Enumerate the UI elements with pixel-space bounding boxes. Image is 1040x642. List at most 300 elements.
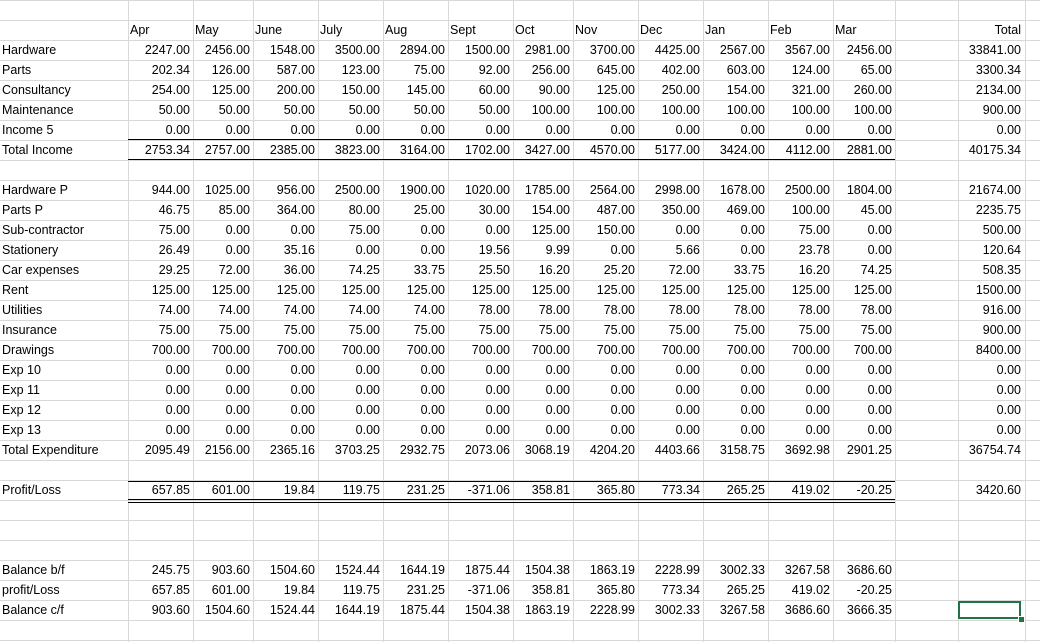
value-cell[interactable]: 700.00 (341, 343, 380, 357)
value-cell[interactable]: 903.60 (211, 563, 250, 577)
value-cell[interactable]: -20.25 (856, 583, 892, 597)
value-cell[interactable]: 3267.58 (784, 563, 830, 577)
month-header[interactable]: Sept (450, 23, 476, 37)
value-cell[interactable]: 0.00 (225, 123, 250, 137)
value-cell[interactable]: 2247.00 (144, 43, 190, 57)
total-cell[interactable]: 916.00 (982, 303, 1021, 317)
value-cell[interactable]: 74.25 (860, 263, 892, 277)
value-cell[interactable]: 33.75 (413, 263, 445, 277)
value-cell[interactable]: 202.34 (151, 63, 190, 77)
value-cell[interactable]: 125.00 (471, 283, 510, 297)
value-cell[interactable]: 125.00 (151, 283, 190, 297)
total-cell[interactable]: 0.00 (996, 363, 1021, 377)
value-cell[interactable]: 0.00 (675, 403, 700, 417)
value-cell[interactable]: 601.00 (211, 483, 250, 497)
value-cell[interactable]: 0.00 (610, 243, 635, 257)
value-cell[interactable]: 3692.98 (784, 443, 830, 457)
value-cell[interactable]: 33.75 (733, 263, 765, 277)
row-label[interactable]: Hardware (2, 43, 57, 57)
value-cell[interactable]: 3002.33 (719, 563, 765, 577)
row-label[interactable]: Profit/Loss (2, 483, 62, 497)
value-cell[interactable]: 74.00 (283, 303, 315, 317)
value-cell[interactable]: 75.00 (668, 323, 700, 337)
value-cell[interactable]: 3267.58 (719, 603, 765, 617)
value-cell[interactable]: 30.00 (478, 203, 510, 217)
value-cell[interactable]: 0.00 (867, 403, 892, 417)
value-cell[interactable]: 1900.00 (399, 183, 445, 197)
value-cell[interactable]: 100.00 (853, 103, 892, 117)
value-cell[interactable]: 956.00 (276, 183, 315, 197)
value-cell[interactable]: 0.00 (740, 123, 765, 137)
row-label[interactable]: Total Income (2, 143, 73, 157)
row-label[interactable]: Parts (2, 63, 32, 77)
value-cell[interactable]: 0.00 (545, 423, 570, 437)
value-cell[interactable]: 3002.33 (654, 603, 700, 617)
value-cell[interactable]: 0.00 (805, 383, 830, 397)
value-cell[interactable]: 9.99 (545, 243, 570, 257)
value-cell[interactable]: 0.00 (485, 223, 510, 237)
value-cell[interactable]: 5.66 (675, 243, 700, 257)
value-cell[interactable]: 1863.19 (589, 563, 635, 577)
value-cell[interactable]: 85.00 (218, 203, 250, 217)
value-cell[interactable]: 2073.06 (464, 443, 510, 457)
value-cell[interactable]: 50.00 (348, 103, 380, 117)
value-cell[interactable]: 419.02 (791, 583, 830, 597)
value-cell[interactable]: 601.00 (211, 583, 250, 597)
value-cell[interactable]: 119.75 (342, 583, 380, 597)
total-cell[interactable]: 2134.00 (975, 83, 1021, 97)
month-header[interactable]: Jan (705, 23, 726, 37)
month-header[interactable]: July (320, 23, 343, 37)
value-cell[interactable]: 0.00 (420, 403, 445, 417)
row-label[interactable]: Parts P (2, 203, 43, 217)
value-cell[interactable]: 0.00 (740, 363, 765, 377)
value-cell[interactable]: 0.00 (805, 123, 830, 137)
value-cell[interactable]: 365.80 (596, 483, 635, 497)
value-cell[interactable]: 2564.00 (589, 183, 635, 197)
row-label[interactable]: Exp 12 (2, 403, 41, 417)
row-label[interactable]: Exp 10 (2, 363, 41, 377)
value-cell[interactable]: 50.00 (218, 103, 250, 117)
value-cell[interactable]: 124.00 (791, 63, 830, 77)
value-cell[interactable]: 26.49 (158, 243, 190, 257)
value-cell[interactable]: 2881.00 (846, 143, 892, 157)
value-cell[interactable]: 23.78 (798, 243, 830, 257)
value-cell[interactable]: 1504.60 (204, 603, 250, 617)
total-cell[interactable]: 900.00 (982, 103, 1021, 117)
value-cell[interactable]: 75.00 (283, 323, 315, 337)
value-cell[interactable]: 657.85 (151, 483, 190, 497)
value-cell[interactable]: 60.00 (478, 83, 510, 97)
value-cell[interactable]: 0.00 (867, 243, 892, 257)
value-cell[interactable]: 0.00 (165, 363, 190, 377)
value-cell[interactable]: 78.00 (668, 303, 700, 317)
value-cell[interactable]: 0.00 (675, 123, 700, 137)
value-cell[interactable]: 0.00 (355, 243, 380, 257)
total-cell[interactable]: 0.00 (996, 383, 1021, 397)
value-cell[interactable]: 100.00 (531, 103, 570, 117)
value-cell[interactable]: 3686.60 (784, 603, 830, 617)
value-cell[interactable]: 0.00 (420, 383, 445, 397)
row-label[interactable]: Sub-contractor (2, 223, 84, 237)
row-label[interactable]: Balance b/f (2, 563, 65, 577)
value-cell[interactable]: 35.16 (283, 243, 315, 257)
total-cell[interactable]: 21674.00 (968, 183, 1021, 197)
value-cell[interactable]: 0.00 (225, 243, 250, 257)
value-cell[interactable]: 19.56 (478, 243, 510, 257)
row-label[interactable]: Total Expenditure (2, 443, 99, 457)
value-cell[interactable]: 0.00 (867, 363, 892, 377)
value-cell[interactable]: 0.00 (420, 363, 445, 377)
total-cell[interactable]: 500.00 (982, 223, 1021, 237)
total-cell[interactable]: 8400.00 (975, 343, 1021, 357)
value-cell[interactable]: 2500.00 (334, 183, 380, 197)
value-cell[interactable]: 0.00 (740, 243, 765, 257)
value-cell[interactable]: 3500.00 (334, 43, 380, 57)
row-label[interactable]: Utilities (2, 303, 43, 317)
value-cell[interactable]: 903.60 (151, 603, 190, 617)
value-cell[interactable]: 3686.60 (846, 563, 892, 577)
value-cell[interactable]: 1504.38 (464, 603, 510, 617)
value-cell[interactable]: 19.84 (283, 483, 315, 497)
value-cell[interactable]: 154.00 (531, 203, 570, 217)
value-cell[interactable]: 0.00 (290, 363, 315, 377)
value-cell[interactable]: 2932.75 (399, 443, 445, 457)
total-header[interactable]: Total (994, 23, 1021, 37)
value-cell[interactable]: 2156.00 (204, 443, 250, 457)
value-cell[interactable]: 245.75 (151, 563, 190, 577)
month-header[interactable]: Oct (515, 23, 535, 37)
value-cell[interactable]: 250.00 (661, 83, 700, 97)
total-cell[interactable]: 0.00 (996, 403, 1021, 417)
value-cell[interactable]: 256.00 (531, 63, 570, 77)
total-cell[interactable]: 1500.00 (975, 283, 1021, 297)
value-cell[interactable]: 700.00 (276, 343, 315, 357)
value-cell[interactable]: 75.00 (603, 323, 635, 337)
value-cell[interactable]: 50.00 (158, 103, 190, 117)
total-cell[interactable]: 36754.74 (968, 443, 1021, 457)
month-header[interactable]: Apr (130, 23, 150, 37)
value-cell[interactable]: 25.50 (478, 263, 510, 277)
value-cell[interactable]: 46.75 (158, 203, 190, 217)
value-cell[interactable]: 0.00 (485, 123, 510, 137)
value-cell[interactable]: 16.20 (798, 263, 830, 277)
value-cell[interactable]: 154.00 (726, 83, 765, 97)
value-cell[interactable]: 0.00 (610, 383, 635, 397)
total-cell[interactable]: 3300.34 (975, 63, 1021, 77)
value-cell[interactable]: 125.00 (276, 283, 315, 297)
value-cell[interactable]: 0.00 (225, 383, 250, 397)
month-header[interactable]: Mar (835, 23, 857, 37)
value-cell[interactable]: 200.00 (276, 83, 315, 97)
value-cell[interactable]: 1020.00 (464, 183, 510, 197)
value-cell[interactable]: 1644.19 (399, 563, 445, 577)
value-cell[interactable]: -20.25 (856, 483, 892, 497)
value-cell[interactable]: 1524.44 (334, 563, 380, 577)
value-cell[interactable]: 0.00 (355, 423, 380, 437)
value-cell[interactable]: 75.00 (798, 323, 830, 337)
value-cell[interactable]: 3666.35 (846, 603, 892, 617)
value-cell[interactable]: 657.85 (151, 583, 190, 597)
value-cell[interactable]: 0.00 (675, 223, 700, 237)
value-cell[interactable]: 0.00 (225, 363, 250, 377)
value-cell[interactable]: 75.00 (538, 323, 570, 337)
value-cell[interactable]: 75.00 (478, 323, 510, 337)
selected-cell[interactable] (958, 601, 1021, 619)
value-cell[interactable]: 700.00 (853, 343, 892, 357)
value-cell[interactable]: 1504.60 (269, 563, 315, 577)
row-label[interactable]: Rent (2, 283, 29, 297)
value-cell[interactable]: 123.00 (341, 63, 380, 77)
month-header[interactable]: Dec (640, 23, 663, 37)
value-cell[interactable]: 4425.00 (654, 43, 700, 57)
value-cell[interactable]: 75.00 (158, 223, 190, 237)
value-cell[interactable]: -371.06 (467, 583, 510, 597)
month-header[interactable]: May (195, 23, 219, 37)
value-cell[interactable]: 2385.00 (269, 143, 315, 157)
value-cell[interactable]: 75.00 (860, 323, 892, 337)
value-cell[interactable]: 254.00 (151, 83, 190, 97)
month-header[interactable]: Aug (385, 23, 408, 37)
value-cell[interactable]: 74.25 (348, 263, 380, 277)
value-cell[interactable]: 0.00 (165, 423, 190, 437)
value-cell[interactable]: 2228.99 (589, 603, 635, 617)
value-cell[interactable]: 78.00 (603, 303, 635, 317)
value-cell[interactable]: 78.00 (538, 303, 570, 317)
value-cell[interactable]: 0.00 (420, 123, 445, 137)
value-cell[interactable]: 3703.25 (334, 443, 380, 457)
value-cell[interactable]: 3567.00 (784, 43, 830, 57)
value-cell[interactable]: 0.00 (485, 383, 510, 397)
value-cell[interactable]: 3158.75 (719, 443, 765, 457)
total-cell[interactable]: 900.00 (982, 323, 1021, 337)
row-label[interactable]: Hardware P (2, 183, 68, 197)
value-cell[interactable]: 4204.20 (589, 443, 635, 457)
value-cell[interactable]: 587.00 (276, 63, 315, 77)
value-cell[interactable]: 0.00 (545, 383, 570, 397)
value-cell[interactable]: 75.00 (413, 63, 445, 77)
row-label[interactable]: profit/Loss (2, 583, 60, 597)
value-cell[interactable]: 700.00 (531, 343, 570, 357)
value-cell[interactable]: 0.00 (740, 403, 765, 417)
value-cell[interactable]: 0.00 (740, 223, 765, 237)
value-cell[interactable]: 0.00 (610, 423, 635, 437)
value-cell[interactable]: 700.00 (471, 343, 510, 357)
value-cell[interactable]: 80.00 (348, 203, 380, 217)
value-cell[interactable]: 2894.00 (399, 43, 445, 57)
value-cell[interactable]: 4403.66 (654, 443, 700, 457)
row-label[interactable]: Consultancy (2, 83, 71, 97)
value-cell[interactable]: 2757.00 (204, 143, 250, 157)
value-cell[interactable]: 0.00 (225, 223, 250, 237)
value-cell[interactable]: 5177.00 (654, 143, 700, 157)
value-cell[interactable]: 0.00 (420, 223, 445, 237)
value-cell[interactable]: 0.00 (610, 123, 635, 137)
value-cell[interactable]: 2095.49 (144, 443, 190, 457)
value-cell[interactable]: 36.00 (283, 263, 315, 277)
total-cell[interactable]: 0.00 (996, 423, 1021, 437)
value-cell[interactable]: 700.00 (791, 343, 830, 357)
total-cell[interactable]: 3420.60 (975, 483, 1021, 497)
value-cell[interactable]: 773.34 (661, 483, 700, 497)
value-cell[interactable]: 145.00 (406, 83, 445, 97)
value-cell[interactable]: 0.00 (610, 363, 635, 377)
value-cell[interactable]: 0.00 (545, 363, 570, 377)
value-cell[interactable]: 125.00 (596, 283, 635, 297)
row-label[interactable]: Drawings (2, 343, 55, 357)
value-cell[interactable]: 2753.34 (144, 143, 190, 157)
value-cell[interactable]: 0.00 (675, 363, 700, 377)
value-cell[interactable]: 0.00 (485, 403, 510, 417)
value-cell[interactable]: 4112.00 (785, 143, 830, 157)
value-cell[interactable]: 2500.00 (784, 183, 830, 197)
value-cell[interactable]: 125.00 (791, 283, 830, 297)
value-cell[interactable]: 72.00 (218, 263, 250, 277)
value-cell[interactable]: 358.81 (531, 483, 570, 497)
value-cell[interactable]: 100.00 (726, 103, 765, 117)
value-cell[interactable]: 1702.00 (464, 143, 510, 157)
value-cell[interactable]: 125.00 (596, 83, 635, 97)
value-cell[interactable]: 1804.00 (846, 183, 892, 197)
value-cell[interactable]: 29.25 (158, 263, 190, 277)
value-cell[interactable]: 1548.00 (269, 43, 315, 57)
value-cell[interactable]: 0.00 (225, 403, 250, 417)
value-cell[interactable]: 700.00 (726, 343, 765, 357)
value-cell[interactable]: 0.00 (290, 423, 315, 437)
row-label[interactable]: Exp 13 (2, 423, 41, 437)
value-cell[interactable]: 231.25 (406, 583, 445, 597)
value-cell[interactable]: 0.00 (420, 423, 445, 437)
month-header[interactable]: Feb (770, 23, 792, 37)
value-cell[interactable]: 0.00 (805, 403, 830, 417)
value-cell[interactable]: 2228.99 (654, 563, 700, 577)
value-cell[interactable]: 2901.25 (846, 443, 892, 457)
value-cell[interactable]: 0.00 (740, 423, 765, 437)
value-cell[interactable]: 2456.00 (204, 43, 250, 57)
value-cell[interactable]: 3068.19 (524, 443, 570, 457)
value-cell[interactable]: 78.00 (798, 303, 830, 317)
value-cell[interactable]: 0.00 (867, 383, 892, 397)
value-cell[interactable]: 2365.16 (269, 443, 315, 457)
total-cell[interactable]: 2235.75 (975, 203, 1021, 217)
value-cell[interactable]: 72.00 (668, 263, 700, 277)
value-cell[interactable]: 365.80 (596, 583, 635, 597)
value-cell[interactable]: 364.00 (276, 203, 315, 217)
value-cell[interactable]: 75.00 (798, 223, 830, 237)
value-cell[interactable]: 402.00 (661, 63, 700, 77)
value-cell[interactable]: 0.00 (290, 383, 315, 397)
fill-handle[interactable] (1018, 616, 1025, 623)
value-cell[interactable]: 231.25 (406, 483, 445, 497)
value-cell[interactable]: 487.00 (596, 203, 635, 217)
value-cell[interactable]: 1500.00 (464, 43, 510, 57)
value-cell[interactable]: 92.00 (478, 63, 510, 77)
value-cell[interactable]: 603.00 (726, 63, 765, 77)
row-label[interactable]: Balance c/f (2, 603, 64, 617)
value-cell[interactable]: 265.25 (726, 483, 765, 497)
value-cell[interactable]: 265.25 (726, 583, 765, 597)
value-cell[interactable]: 0.00 (290, 123, 315, 137)
value-cell[interactable]: 75.00 (158, 323, 190, 337)
value-cell[interactable]: 469.00 (726, 203, 765, 217)
value-cell[interactable]: 0.00 (355, 363, 380, 377)
value-cell[interactable]: 0.00 (225, 423, 250, 437)
value-cell[interactable]: 0.00 (545, 403, 570, 417)
value-cell[interactable]: 1785.00 (524, 183, 570, 197)
value-cell[interactable]: 3424.00 (719, 143, 765, 157)
value-cell[interactable]: 125.00 (531, 223, 570, 237)
value-cell[interactable]: 125.00 (726, 283, 765, 297)
value-cell[interactable]: 75.00 (348, 323, 380, 337)
value-cell[interactable]: 16.20 (538, 263, 570, 277)
value-cell[interactable]: 1504.38 (524, 563, 570, 577)
value-cell[interactable]: 2456.00 (846, 43, 892, 57)
value-cell[interactable]: 0.00 (290, 403, 315, 417)
total-cell[interactable]: 0.00 (996, 123, 1021, 137)
value-cell[interactable]: 1678.00 (719, 183, 765, 197)
value-cell[interactable]: 78.00 (733, 303, 765, 317)
value-cell[interactable]: 321.00 (791, 83, 830, 97)
value-cell[interactable]: 700.00 (211, 343, 250, 357)
value-cell[interactable]: 100.00 (791, 103, 830, 117)
value-cell[interactable]: 125.00 (211, 283, 250, 297)
row-label[interactable]: Insurance (2, 323, 57, 337)
value-cell[interactable]: 50.00 (478, 103, 510, 117)
value-cell[interactable]: 419.02 (791, 483, 830, 497)
value-cell[interactable]: 90.00 (538, 83, 570, 97)
value-cell[interactable]: 45.00 (860, 203, 892, 217)
value-cell[interactable]: 100.00 (661, 103, 700, 117)
value-cell[interactable]: 125.00 (661, 283, 700, 297)
month-header[interactable]: Nov (575, 23, 598, 37)
value-cell[interactable]: 125.00 (853, 283, 892, 297)
value-cell[interactable]: 150.00 (596, 223, 635, 237)
value-cell[interactable]: 1863.19 (524, 603, 570, 617)
value-cell[interactable]: 119.75 (342, 483, 380, 497)
value-cell[interactable]: 125.00 (406, 283, 445, 297)
value-cell[interactable]: 645.00 (596, 63, 635, 77)
value-cell[interactable]: 700.00 (406, 343, 445, 357)
value-cell[interactable]: 0.00 (165, 383, 190, 397)
value-cell[interactable]: 2998.00 (654, 183, 700, 197)
value-cell[interactable]: 0.00 (610, 403, 635, 417)
value-cell[interactable]: 74.00 (158, 303, 190, 317)
total-cell[interactable]: 508.35 (982, 263, 1021, 277)
value-cell[interactable]: 700.00 (596, 343, 635, 357)
row-label[interactable]: Stationery (2, 243, 59, 257)
value-cell[interactable]: 125.00 (531, 283, 570, 297)
value-cell[interactable]: 773.34 (661, 583, 700, 597)
value-cell[interactable]: 50.00 (283, 103, 315, 117)
row-label[interactable]: Exp 11 (2, 383, 40, 397)
value-cell[interactable]: 4570.00 (589, 143, 635, 157)
value-cell[interactable]: 0.00 (355, 383, 380, 397)
value-cell[interactable]: 75.00 (218, 323, 250, 337)
value-cell[interactable]: 0.00 (355, 403, 380, 417)
value-cell[interactable]: 0.00 (867, 123, 892, 137)
value-cell[interactable]: 0.00 (165, 123, 190, 137)
value-cell[interactable]: 0.00 (485, 423, 510, 437)
value-cell[interactable]: 1025.00 (204, 183, 250, 197)
value-cell[interactable]: 75.00 (348, 223, 380, 237)
value-cell[interactable]: 125.00 (341, 283, 380, 297)
value-cell[interactable]: 100.00 (791, 203, 830, 217)
value-cell[interactable]: 78.00 (478, 303, 510, 317)
value-cell[interactable]: 0.00 (805, 363, 830, 377)
value-cell[interactable]: 74.00 (348, 303, 380, 317)
value-cell[interactable]: 350.00 (661, 203, 700, 217)
value-cell[interactable]: 0.00 (867, 223, 892, 237)
